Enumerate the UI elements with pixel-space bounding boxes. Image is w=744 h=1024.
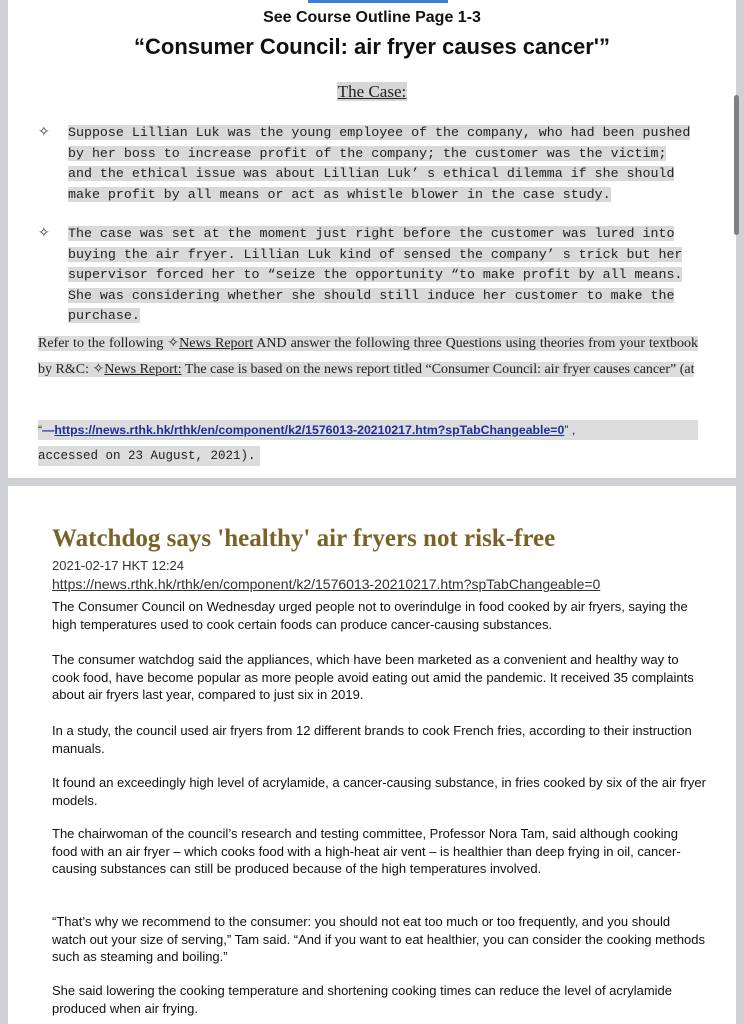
refer-part-1: Refer to the following: [38, 336, 168, 351]
article-paragraph: She said lowering the cooking temperature and shortening cooking times can reduce the level of acrylamide produced when air frying.: [52, 983, 673, 1016]
bullet-line: Suppose Lillian Luk was the young employee of the company, who had been pushed: [68, 125, 691, 140]
refer-part-2: AND answer the following three Questions using theories from your textbook by R&C:: [38, 336, 698, 377]
diamond-star-bullet-icon: ✧: [38, 224, 50, 240]
article-url-link[interactable]: https://news.rthk.hk/rthk/en/component/k2/1576013-20210217.htm?spTabChangeable=0: [52, 576, 601, 592]
refer-part-3: The case is based on the news report titled “Consumer Council: air fryer causes cancer” (at: [181, 362, 695, 377]
article-paragraph: The chairwoman of the council’s research and testing committee, Professor Nora Tam, said although cooking food with an air fryer – which cooks food with a high-heat air vent – is healthier than deep frying in oil, cancer-causing substances can still be produced because of the high temperatures involved.: [52, 826, 681, 876]
bullet-line: She was considering whether she should still induce her customer to make the: [68, 287, 675, 303]
url-close-quote: ” ,: [564, 423, 576, 437]
url-dash: —: [42, 423, 55, 437]
top-accent-bar: [308, 0, 448, 3]
case-heading: [8, 82, 736, 102]
course-slide: [8, 0, 736, 478]
bullet-line: The case was set at the moment just right before the customer was lured into: [68, 226, 675, 241]
news-report-link-1[interactable]: News Report: [179, 336, 254, 351]
case-bullet-2-text: [68, 224, 700, 327]
scrollbar-thumb[interactable]: [734, 95, 739, 235]
bullet-line: make profit by all means or act as whistle blower in the case study.: [68, 186, 611, 202]
diamond-star-icon: ✧: [167, 336, 180, 351]
slide-title: “Consumer Council: air fryer causes cancer'”: [134, 34, 610, 59]
source-url-link[interactable]: https://news.rthk.hk/rthk/en/component/k2/1576013-20210217.htm?spTabChangeable=0: [54, 423, 565, 437]
bullet-line: supervisor forced her to “seize the opportunity “to make profit by all means.: [68, 267, 683, 283]
diamond-star-icon: ✧: [92, 362, 105, 377]
refer-paragraph: [38, 331, 698, 383]
article-paragraph: The Consumer Council on Wednesday urged people not to overindulge in food cooked by air fryers, saying the high temperatures used to cook certain foods can produce cancer-causing substances.: [52, 599, 688, 632]
source-url-line: [38, 420, 698, 440]
bullet-line: by her boss to increase profit of the company; the customer was the victim;: [68, 145, 667, 161]
article-headline: Watchdog says 'healthy' air fryers not risk-free: [52, 525, 556, 552]
article-paragraph: In a study, the council used air fryers from 12 different brands to cook French fries, according to their instruction manuals.: [52, 723, 692, 756]
accessed-date: accessed on 23 August, 2021).: [38, 446, 260, 466]
case-bullet-1-text: [68, 123, 700, 205]
article-paragraph: It found an exceedingly high level of acrylamide, a cancer-causing substance, in fries cooked by six of the air fryer models.: [52, 775, 706, 808]
case-heading-text: The Case:: [337, 82, 407, 101]
refer-text: [38, 336, 698, 377]
url-open-quote: “: [38, 423, 43, 437]
bullet-line: buying the air fryer. Lillian Luk kind of sensed the company’ s trick but her: [68, 246, 683, 262]
article-paragraph: The consumer watchdog said the appliances, which have been marketed as a convenient and healthy way to cook food, have become popular as more people avoid eating out amid the pandemic. It received 35 complaints about air fryers last year, compared to just six in 2019.: [52, 652, 694, 702]
article-dateline: 2021-02-17 HKT 12:24: [52, 558, 185, 573]
diamond-star-bullet-icon: ✧: [38, 123, 50, 139]
news-report-link-2[interactable]: News Report:: [104, 362, 182, 377]
article-paragraph: “That’s why we recommend to the consumer: you should not eat too much or too frequently, and you should watch out your size of serving,” Tam said. “And if you want to eat healthier, you can consider the cooking methods such as steaming and boiling.”: [52, 914, 706, 964]
bullet-line: purchase.: [68, 308, 140, 324]
bullet-line: and the ethical issue was about Lillian Luk’ s ethical dilemma if she should: [68, 166, 675, 182]
news-article: [8, 486, 736, 1024]
slide-subtitle: See Course Outline Page 1-3: [263, 9, 481, 26]
